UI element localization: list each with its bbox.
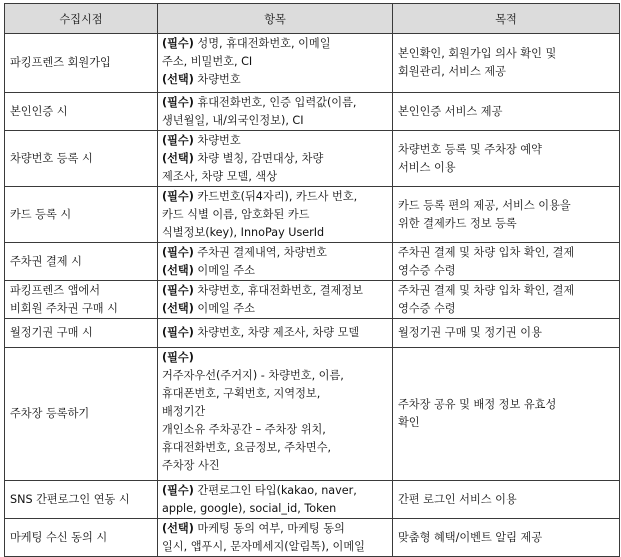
item-line — [162, 300, 388, 318]
purpose-cell — [393, 519, 620, 557]
purpose-cell — [393, 481, 620, 519]
purpose-text: 월정기권 구매 및 정기권 이용 — [398, 326, 542, 339]
item-line — [162, 244, 388, 262]
table-row — [5, 481, 620, 519]
item-line — [162, 168, 388, 186]
item-text: 휴대전화번호, 요금정보, 주차면수, — [162, 441, 332, 454]
required-tag: (필수) — [162, 134, 194, 147]
purpose-text: 회원관리, 서비스 제공 — [398, 65, 506, 78]
item-line — [162, 53, 388, 71]
item-line — [162, 282, 388, 300]
required-tag: (필수) — [162, 37, 194, 50]
item-line — [162, 94, 388, 112]
purpose-text: 카드 등록 편의 제공, 서비스 이용을 — [398, 198, 571, 212]
item-text: 휴대폰번호, 구획번호, 지역정보, — [162, 387, 321, 400]
item-text: 차량번호, 차량 제조사, 차량 모델 — [193, 326, 360, 339]
item-text: 성명, 휴대전화번호, 이메일 — [193, 37, 331, 50]
item-text: 제조사, 차량 모델, 색상 — [162, 170, 278, 183]
privacy-collection-table — [4, 3, 620, 557]
item-text: 차량 별칭, 감면대상, 차량 — [193, 152, 324, 165]
purpose-cell — [393, 34, 620, 93]
item-text: 이메일 주소 — [193, 302, 255, 315]
item-text: 일시, 앱푸시, 문자메세지(알림톡), 이메일 — [162, 540, 365, 553]
required-tag: (선택) — [162, 73, 194, 86]
item-text: 주차장 사진 — [162, 459, 220, 472]
item-line — [162, 439, 388, 457]
purpose-text: 차량번호 등록 및 주차장 예약 — [398, 142, 542, 156]
collection-time-cell — [5, 519, 158, 557]
required-tag: (필수) — [162, 484, 194, 497]
item-line — [162, 224, 388, 242]
table-row — [5, 187, 620, 243]
purpose-cell — [393, 348, 620, 481]
items-cell — [158, 319, 393, 348]
items-cell — [158, 93, 393, 131]
required-tag: (필수) — [162, 96, 194, 109]
collection-time-text: 카드 등록 시 — [10, 207, 72, 221]
collection-time-text: 본인인증 시 — [10, 104, 68, 118]
items-cell — [158, 34, 393, 93]
collection-time-text: 주차장 등록하기 — [10, 407, 90, 420]
items-cell — [158, 187, 393, 243]
item-text: 주차권 결제내역, 차량번호 — [193, 246, 327, 259]
item-line — [162, 188, 388, 206]
item-text: 거주자우선(주거지) - 차량번호, 이름, — [162, 369, 344, 382]
item-text: 카드 식별 이름, 암호화된 카드 — [162, 208, 310, 221]
header-row — [5, 4, 620, 34]
table-row — [5, 519, 620, 557]
required-tag: (선택) — [162, 522, 194, 535]
collection-time-text: 마케팅 수신 동의 시 — [10, 530, 108, 544]
item-line — [162, 35, 388, 53]
items-cell — [158, 481, 393, 519]
item-line — [162, 385, 388, 403]
item-line — [162, 421, 388, 439]
item-text: 차량번호 — [193, 73, 241, 86]
table-row — [5, 319, 620, 348]
purpose-cell — [393, 281, 620, 319]
item-line — [162, 520, 388, 538]
item-text: 주소, 비밀번호, CI — [162, 55, 253, 68]
item-line — [162, 349, 388, 367]
collection-time-text: 파킹프렌즈 앱에서 — [10, 283, 101, 297]
collection-time-cell — [5, 319, 158, 348]
item-text: 간편로그인 타입(kakao, naver, — [193, 484, 357, 497]
item-line — [162, 112, 388, 130]
table-row — [5, 93, 620, 131]
item-line — [162, 150, 388, 168]
header-purpose: 목적 — [393, 4, 620, 34]
table-row — [5, 243, 620, 281]
required-tag: (필수) — [162, 190, 194, 203]
item-line — [162, 262, 388, 280]
collection-time-text: 파킹프렌즈 회원가입 — [10, 56, 111, 69]
item-line — [162, 206, 388, 224]
item-text: 휴대전화번호, 인증 입력값(이름, — [193, 96, 357, 109]
item-text: 생년월일, 내/외국인정보), CI — [162, 114, 304, 127]
items-cell — [158, 281, 393, 319]
item-line — [162, 132, 388, 150]
purpose-cell — [393, 243, 620, 281]
item-text: 식별정보(key), InnoPay UserId — [162, 226, 325, 239]
item-line — [162, 538, 388, 556]
item-line — [162, 367, 388, 385]
required-tag: (선택) — [162, 264, 194, 277]
items-cell — [158, 348, 393, 481]
purpose-cell — [393, 187, 620, 243]
required-tag: (필수) — [162, 246, 194, 259]
purpose-text: 주차권 결제 및 차량 입차 확인, 결제 — [398, 283, 575, 297]
purpose-cell — [393, 319, 620, 348]
item-text: apple, google), social_id, Token — [162, 502, 337, 515]
item-text: 카드번호(뒤4자리), 카드사 번호, — [193, 190, 358, 203]
collection-time-text: 월정기권 구매 시 — [10, 326, 93, 339]
item-line — [162, 482, 388, 500]
collection-time-cell — [5, 348, 158, 481]
item-line — [162, 457, 388, 475]
item-line — [162, 403, 388, 421]
required-tag: (필수) — [162, 351, 194, 364]
purpose-text: 간편 로그인 서비스 이용 — [398, 492, 517, 506]
item-text: 차량번호 — [193, 134, 241, 147]
collection-time-text: 주차권 결제 시 — [10, 254, 82, 268]
items-cell — [158, 243, 393, 281]
collection-time-cell — [5, 34, 158, 93]
required-tag: (필수) — [162, 284, 194, 297]
purpose-text: 서비스 이용 — [398, 160, 456, 174]
table-row — [5, 34, 620, 93]
items-cell — [158, 519, 393, 557]
collection-time-text: 차량번호 등록 시 — [10, 151, 93, 165]
purpose-text: 맞춤형 혜택/이벤트 알림 제공 — [398, 530, 543, 544]
purpose-text: 위한 결제카드 정보 등록 — [398, 216, 517, 230]
collection-time-text: SNS 간편로그인 연동 시 — [10, 492, 130, 506]
item-text: 차량번호, 휴대전화번호, 결제정보 — [193, 284, 363, 297]
item-text: 마케팅 동의 여부, 마케팅 동의 — [193, 522, 345, 535]
header-items: 항목 — [158, 4, 393, 34]
purpose-text: 본인인증 서비스 제공 — [398, 104, 503, 118]
item-text: 개인소유 주차공간 – 주차장 위치, — [162, 423, 326, 436]
item-line — [162, 324, 388, 342]
header-collection-time: 수집시점 — [5, 4, 158, 34]
item-line — [162, 71, 388, 89]
table-row — [5, 348, 620, 481]
purpose-text: 주차권 결제 및 차량 입차 확인, 결제 — [398, 245, 575, 259]
collection-time-cell — [5, 131, 158, 187]
table-row — [5, 281, 620, 319]
purpose-text: 주차장 공유 및 배정 정보 유효성 — [398, 398, 557, 411]
items-cell — [158, 131, 393, 187]
collection-time-cell — [5, 93, 158, 131]
item-text: 배정기간 — [162, 405, 206, 418]
purpose-cell — [393, 131, 620, 187]
required-tag: (필수) — [162, 326, 194, 339]
collection-time-cell — [5, 243, 158, 281]
item-text: 이메일 주소 — [193, 264, 255, 277]
required-tag: (선택) — [162, 152, 194, 165]
collection-time-cell — [5, 281, 158, 319]
table-row — [5, 131, 620, 187]
purpose-text: 영수증 수령 — [398, 301, 456, 315]
required-tag: (선택) — [162, 302, 194, 315]
collection-time-cell — [5, 481, 158, 519]
purpose-text: 확인 — [398, 416, 420, 429]
collection-time-cell — [5, 187, 158, 243]
purpose-text: 본인확인, 회원가입 의사 확인 및 — [398, 47, 557, 60]
item-line — [162, 500, 388, 518]
purpose-text: 영수증 수령 — [398, 263, 456, 277]
purpose-cell — [393, 93, 620, 131]
collection-time-text: 비회원 주차권 구매 시 — [10, 301, 118, 315]
